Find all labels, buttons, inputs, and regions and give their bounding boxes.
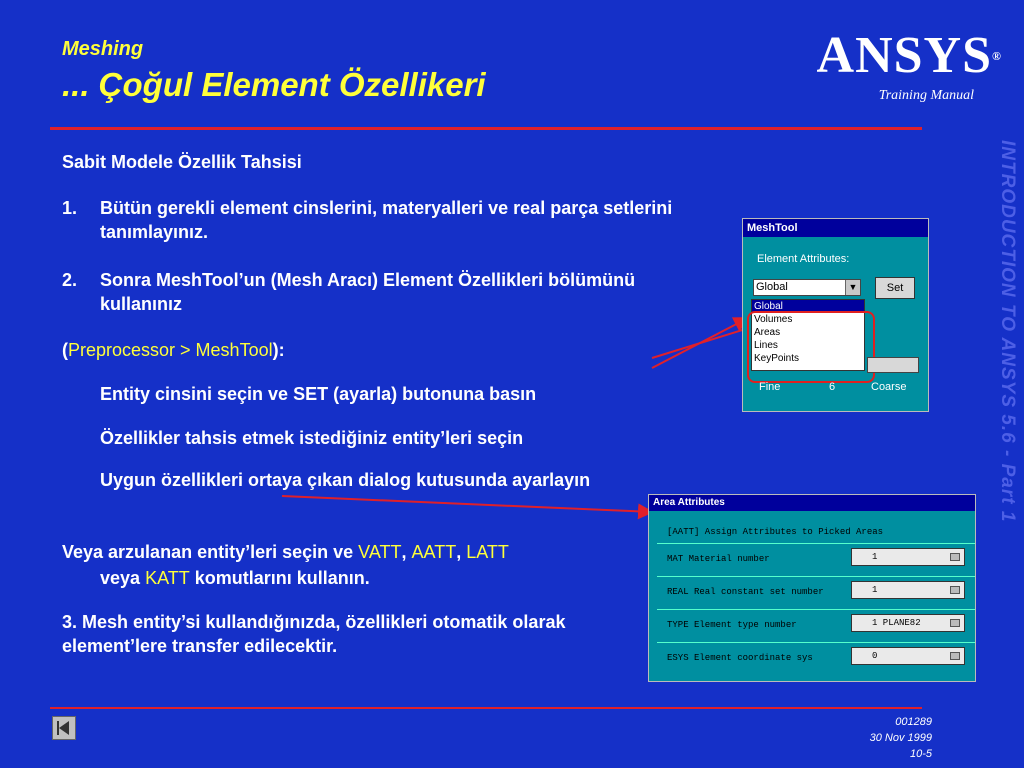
vertical-course-banner: INTRODUCTION TO ANSYS 5.6 - Part 1 [997,140,1018,523]
slide-code: 001289 [895,716,932,728]
coarse-label: Coarse [871,381,907,393]
esys-label: ESYS Element coordinate sys [667,653,813,663]
mat-row [657,543,975,574]
list-item[interactable]: Areas [754,327,781,338]
substep-1: Entity cinsini seçin ve SET (ayarla) butonuna basın [100,384,537,404]
previous-slide-button[interactable] [52,716,76,740]
set-button[interactable]: Set [875,277,915,299]
arrow-to-entity-list [652,318,748,368]
element-attributes-label: Element Attributes: [757,253,850,265]
mat-select[interactable]: 1 [851,548,965,566]
command-alternative-2: veya KATT komutlarını kullanın. [100,568,370,588]
chevron-down-icon[interactable]: ▼ [845,280,860,295]
dropdown-icon[interactable] [950,652,960,660]
esys-row [657,642,975,673]
training-manual-label: Training Manual [878,88,974,103]
substep-2: Özellikler tahsis etmek istediğiniz entity’leri seçin [100,428,524,448]
dropdown-icon[interactable] [950,619,960,627]
real-select[interactable]: 1 [851,581,965,599]
section-heading: Sabit Modele Özellik Tahsisi [62,152,302,172]
substep-3: Uygun özellikleri ortaya çıkan dialog kutusunda ayarlayın [100,470,591,490]
item3-text: 3. Mesh entity’si kullandığınızda, özellikleri otomatik olarak element’lere transfer edilecektir. [62,612,566,656]
arrow-to-area-dialog [282,496,652,512]
slide-footer [870,714,932,762]
real-label: REAL Real constant set number [667,587,824,597]
slide-subtitle: Meshing [62,38,144,60]
item1-text: Bütün gerekli element cinslerini, materyalleri ve real parça setlerini tanımlayınız. [100,198,673,242]
back-arrow-icon [53,717,75,739]
size-level-value: 6 [829,381,836,393]
item2-text: Sonra MeshTool’un (Mesh Aracı) Element Özellikleri bölümünü kullanınız [100,270,636,314]
area-attributes-dialog [648,494,976,682]
dropdown-icon[interactable] [950,553,960,561]
ansys-logo: ANSYS® [816,27,1002,84]
slide-page: 10-5 [909,748,932,760]
area-attributes-header: [AATT] Assign Attributes to Picked Areas [667,527,884,537]
list-item[interactable]: Lines [754,340,778,351]
item2-number: 2. [62,270,78,290]
list-item[interactable]: Volumes [754,314,793,325]
fine-label: Fine [759,381,781,393]
meshtool-titlebar: MeshTool [743,219,928,237]
meshtool-dialog [742,218,929,412]
list-item[interactable]: KeyPoints [754,353,800,364]
dropdown-icon[interactable] [950,586,960,594]
type-label: TYPE Element type number [667,620,797,630]
type-row [657,609,975,640]
entity-type-select[interactable]: Global ▼ [753,279,861,296]
type-select[interactable]: 1 PLANE82 [851,614,965,632]
size-slider[interactable] [867,357,919,373]
esys-select[interactable]: 0 [851,647,965,665]
bottom-divider [50,707,922,709]
item1-number: 1. [62,198,78,218]
slide-date: 30 Nov 1999 [869,732,932,744]
area-attributes-titlebar: Area Attributes [649,495,975,511]
menu-path: (Preprocessor > MeshTool): [62,340,285,360]
list-item[interactable]: Global [752,300,864,313]
command-alternative: Veya arzulanan entity’leri seçin ve VATT, AATT, LATT [62,542,509,562]
real-row [657,576,975,607]
mat-label: MAT Material number [667,554,770,564]
highlight-box [747,311,875,383]
slide-title: ... Çoğul Element Özellikeri [62,66,486,103]
